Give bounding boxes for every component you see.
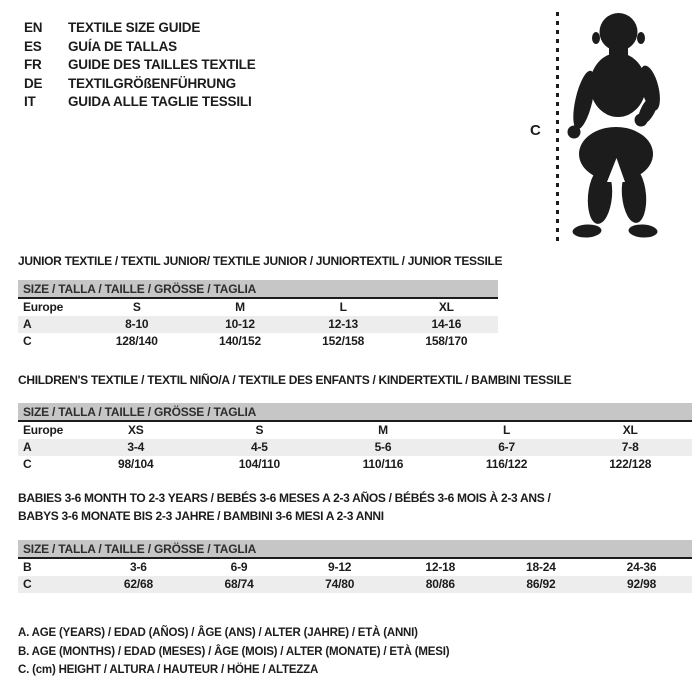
- table-cell: 10-12: [225, 317, 255, 331]
- table-row-age: [18, 439, 692, 456]
- table-cell: 62/68: [123, 577, 153, 591]
- language-label: GUIDA ALLE TAGLIE TESSILI: [68, 94, 252, 110]
- footnote-c: C. (cm) HEIGHT / ALTURA / HAUTEUR / HÖHE / ALTEZZA: [18, 664, 319, 677]
- table-cell: 12-18: [425, 560, 456, 574]
- table-cell: 116/122: [485, 457, 528, 471]
- row-label: A: [23, 317, 32, 331]
- table-cell: 8-10: [125, 317, 149, 331]
- row-label: C: [23, 577, 32, 591]
- language-code: EN: [24, 20, 43, 35]
- table-cell: 24-36: [626, 560, 657, 574]
- row-label: Europe: [23, 423, 64, 437]
- language-code: FR: [24, 57, 42, 73]
- table-cell: 14-16: [431, 317, 462, 331]
- language-label: TEXTILE SIZE GUIDE: [68, 20, 201, 35]
- table-cell: 122/128: [609, 457, 652, 471]
- height-measure-label: C: [530, 122, 541, 139]
- row-label: Europe: [23, 300, 64, 314]
- size-header-bar: SIZE / TALLA / TAILLE / GRÖSSE / TAGLIA: [18, 280, 498, 299]
- language-row-fr: [24, 56, 256, 75]
- language-list: [24, 19, 256, 112]
- language-row-de: [24, 75, 256, 94]
- table-cell: 7-8: [621, 440, 639, 454]
- babies-section-title: [18, 490, 550, 525]
- table-cell: 92/98: [627, 577, 657, 591]
- footnotes: [18, 624, 449, 680]
- table-cell: XL: [622, 423, 638, 437]
- table-cell: XL: [438, 300, 454, 314]
- table-cell: 18-24: [526, 560, 556, 574]
- size-header-bar: SIZE / TALLA / TAILLE / GRÖSSE / TAGLIA: [18, 540, 692, 559]
- table-cell: 158/170: [425, 334, 468, 348]
- table-cell: 140/152: [218, 334, 261, 348]
- table-cell: 3-4: [127, 440, 145, 454]
- table-cell: S: [132, 300, 141, 314]
- table-cell: S: [255, 423, 264, 437]
- language-code: ES: [24, 38, 42, 54]
- row-label: C: [23, 457, 32, 471]
- babies-title-line-1: BABIES 3-6 MONTH TO 2-3 YEARS / BEBÉS 3-6 MESES A 2-3 AÑOS / BÉBÉS 3-6 MOIS À 2-3 ANS /: [18, 491, 551, 505]
- table-cell: 68/74: [224, 577, 254, 591]
- table-row-europe: [18, 299, 498, 316]
- babies-size-table: [18, 540, 692, 593]
- table-row-height: [18, 456, 692, 473]
- size-header-bar: SIZE / TALLA / TAILLE / GRÖSSE / TAGLIA: [18, 403, 692, 422]
- junior-size-table: [18, 280, 498, 350]
- table-cell: XS: [127, 423, 144, 437]
- language-code: DE: [24, 75, 43, 91]
- table-cell: 4-5: [250, 440, 268, 454]
- language-label: TEXTILGRÖßENFÜHRUNG: [68, 75, 236, 91]
- table-cell: 152/158: [322, 334, 365, 348]
- table-cell: M: [378, 423, 388, 437]
- table-cell: 80/86: [425, 577, 455, 591]
- row-label: B: [23, 560, 32, 574]
- table-row-age: [18, 316, 498, 333]
- table-cell: L: [339, 300, 347, 314]
- table-cell: 12-13: [328, 317, 358, 331]
- language-row-en: [24, 19, 256, 38]
- language-code: IT: [24, 94, 36, 110]
- table-cell: M: [235, 300, 245, 314]
- toddler-silhouette-icon: [557, 10, 669, 245]
- table-cell: 5-6: [374, 440, 392, 454]
- table-cell: 9-12: [328, 560, 352, 574]
- table-row-age-months: [18, 559, 692, 576]
- children-size-table: [18, 403, 692, 473]
- children-section-title: CHILDREN'S TEXTILE / TEXTIL NIÑO/A / TEXTILE DES ENFANTS / KINDERTEXTIL / BAMBINI TESSILE: [18, 373, 572, 387]
- table-cell: 104/110: [238, 457, 281, 471]
- table-cell: 6-9: [230, 560, 248, 574]
- footnote-b: B. AGE (MONTHS) / EDAD (MESES) / ÂGE (MOIS) / ALTER (MONATE) / ETÀ (MESI): [18, 645, 450, 658]
- table-cell: 86/92: [526, 577, 556, 591]
- language-label: GUIDE DES TAILLES TEXTILE: [68, 57, 256, 73]
- row-label: A: [23, 440, 32, 454]
- row-label: C: [23, 334, 32, 348]
- table-cell: 128/140: [115, 334, 158, 348]
- language-label: GUÍA DE TALLAS: [68, 38, 177, 54]
- footnote-a: A. AGE (YEARS) / EDAD (AÑOS) / ÂGE (ANS) / ALTER (JAHRE) / ETÀ (ANNI): [18, 627, 418, 639]
- table-cell: 110/116: [362, 457, 404, 471]
- table-row-height: [18, 333, 498, 350]
- table-row-height: [18, 576, 692, 593]
- table-cell: 74/80: [325, 577, 355, 591]
- table-cell: 3-6: [130, 560, 147, 574]
- table-cell: 6-7: [498, 440, 515, 454]
- table-cell: L: [503, 423, 511, 437]
- table-row-europe: [18, 422, 692, 439]
- babies-title-line-2: BABYS 3-6 MONATE BIS 2-3 JAHRE / BAMBINI 3-6 MESI A 2-3 ANNI: [18, 508, 384, 523]
- junior-section-title: JUNIOR TEXTILE / TEXTIL JUNIOR/ TEXTILE JUNIOR / JUNIORTEXTIL / JUNIOR TESSILE: [18, 254, 503, 268]
- language-row-es: [24, 38, 256, 57]
- language-row-it: [24, 93, 256, 112]
- table-cell: 98/104: [117, 457, 154, 471]
